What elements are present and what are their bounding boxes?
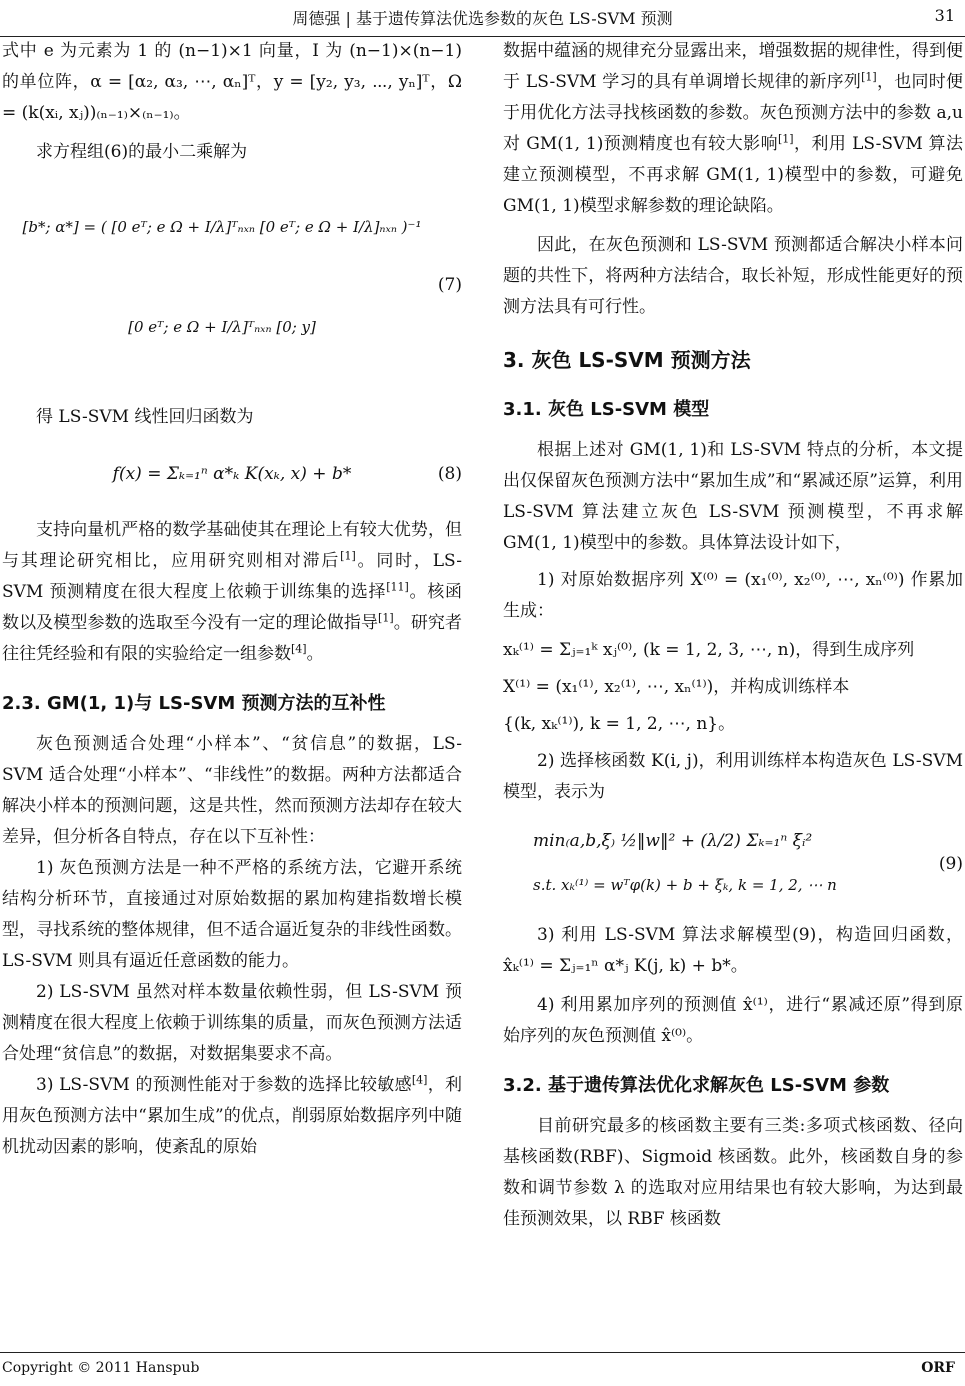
point-3-paragraph	[2, 1070, 462, 1163]
combination-paragraph: 因此，在灰色预测和 LS-SVM 预测都适合解决小样本问题的共性下，将两种方法结合，取长补短，形成性能更好的预测方法具有可行性。	[503, 235, 963, 317]
citation-r1b: [1]	[778, 132, 794, 146]
svm-theory-text-b: 。同时，LS-SVM 预测精度在很大程度上依赖于训练集的选择	[2, 551, 463, 602]
kernel-paragraph: 目前研究最多的核函数主要有三类:多项式核函数、径向基核函数(RBF)、Sigmoid 核函数。此外，核函数自身的参数和调节参数 λ 的选取对应用结果也有较大影响，为达到最佳预测效果，以 RBF 核函数	[503, 1116, 963, 1229]
citation-1: [1]	[340, 549, 356, 563]
section-2-3-heading: 2.3. GM(1, 1)与 LS-SVM 预测方法的互补性	[2, 693, 386, 714]
page-header	[0, 4, 965, 32]
journal-abbreviation: ORF	[921, 1360, 955, 1376]
step-1-line-b: xₖ⁽¹⁾ = Σⱼ₌₁ᵏ xⱼ⁽⁰⁾, (k = 1, 2, 3, ⋯, n)，得到生成序列	[503, 640, 915, 660]
equation-8	[2, 439, 462, 509]
equation-7-line-2: [0 eᵀ; e Ω + I/λ]ᵀₙₓₙ [0; y]	[128, 318, 316, 336]
svm-theory-text-a: 支持向量机严格的数学基础使其在理论上有较大优势，但与其理论研究相比，应用研究则相对滞后	[2, 520, 462, 571]
left-column	[2, 36, 462, 1163]
least-squares-intro: 求方程组(6)的最小二乘解为	[36, 142, 248, 162]
equation-9-line-2: s.t. xₖ⁽¹⁾ = wᵀφ(k) + b + ξₖ, k = 1, 2, ⋯ n	[533, 876, 837, 894]
step-1-line-c: X⁽¹⁾ = (x₁⁽¹⁾, x₂⁽¹⁾, ⋯, xₙ⁽¹⁾)，并构成训练样本	[503, 677, 850, 697]
matrix-definition-paragraph: 式中 e 为元素为 1 的 (n−1)×1 向量，I 为 (n−1)×(n−1) 的单位阵，α = [α₂, α₃, ⋯, αₙ]ᵀ，y = [y₂, y₃, ⋯, yₙ]ᵀ，Ω = (k(xᵢ, xⱼ))₍ₙ₋₁₎×₍ₙ₋₁₎。	[2, 41, 462, 123]
step-2-paragraph: 2) 选择核函数 K(i, j)，利用训练样本构造灰色 LS-SVM 模型，表示为	[503, 751, 963, 802]
continuation-text-c: ，利用 LS-SVM 算法建立预测模型，不再求解 GM(1, 1)模型中的参数，可避免 GM(1, 1)模型求解参数的理论缺陷。	[503, 134, 963, 216]
equation-9-number: (9)	[938, 854, 963, 874]
complementarity-paragraph: 灰色预测适合处理“小样本”、“贫信息”的数据，LS-SVM 适合处理“小样本”、“非线性”的数据。两种方法都适合解决小样本的预测问题，这是共性，然而预测方法却存在较大差异，但分析各自特点，存在以下互补性：	[2, 734, 462, 847]
citation-4: [4]	[291, 642, 307, 656]
right-column	[503, 36, 963, 1235]
header-title: 周德强 | 基于遗传算法优选参数的灰色 LS-SVM 预测	[292, 9, 673, 28]
regression-intro: 得 LS-SVM 线性回归函数为	[36, 407, 254, 427]
citation-11: [11]	[386, 580, 409, 594]
equation-7-line-1: [b*; α*] = ( [0 eᵀ; e Ω + I/λ]ᵀₙₓₙ [0 eᵀ; e Ω + I/λ]ₙₓₙ )⁻¹	[22, 218, 422, 236]
svm-theory-text-d: 。研究者往往凭经验和有限的实验给定一组参数	[2, 613, 463, 664]
equation-7-number: (7)	[437, 275, 462, 295]
step-3-paragraph: 3) 利用 LS-SVM 算法求解模型(9)，构造回归函数，x̂ₖ⁽¹⁾ = Σⱼ₌₁ⁿ α*ⱼ K(j, k) + b*。	[503, 925, 963, 976]
equation-8-body: f(x) = Σₖ₌₁ⁿ α*ₖ K(xₖ, x) + b*	[112, 464, 352, 484]
citation-1b: [1]	[378, 611, 394, 625]
footer-rule	[0, 1352, 965, 1353]
section-3-heading: 3. 灰色 LS-SVM 预测方法	[503, 348, 751, 372]
equation-8-number: (8)	[437, 464, 462, 484]
section-3-2-heading: 3.2. 基于遗传算法优化求解灰色 LS-SVM 参数	[503, 1075, 890, 1096]
copyright-text: Copyright © 2011 Hanspub	[2, 1360, 200, 1376]
page-number: 31	[934, 6, 955, 25]
equation-7	[2, 174, 462, 396]
equation-9-line-1: min₍a,b,ξ₎ ½‖w‖² + (λ/2) Σₖ₌₁ⁿ ξᵢ²	[533, 831, 813, 851]
svm-theory-text-c: 。核函数以及模型参数的选取至今没有一定的理论做指导	[2, 582, 463, 633]
point-2-paragraph: 2) LS-SVM 虽然对样本数量依赖性弱，但 LS-SVM 预测精度在很大程度上依赖于训练集的质量，而灰色预测方法适合处理“贫信息”的数据，对数据集要求不高。	[2, 982, 462, 1064]
step-1-line-a: 1) 对原始数据序列 X⁽⁰⁾ = (x₁⁽⁰⁾, x₂⁽⁰⁾, ⋯, xₙ⁽⁰⁾) 作累加生成：	[503, 570, 963, 621]
svm-theory-paragraph	[2, 515, 462, 670]
continuation-text-a: 数据中蕴涵的规律充分显露出来，增强数据的规律性，得到便于 LS-SVM 学习的具有单调增长规律的新序列	[503, 41, 963, 92]
continuation-paragraph	[503, 36, 963, 222]
citation-r1: [1]	[861, 70, 877, 84]
point-3-text-a: 3) LS-SVM 的预测性能对于参数的选择比较敏感	[36, 1075, 412, 1095]
point-1-paragraph: 1) 灰色预测方法是一种不严格的系统方法，它避开系统结构分析环节，直接通过对原始数据的累加构建指数增长模型，寻找系统的整体规律，但不适合逼近复杂的非线性函数。LS-SVM 则具有逼近任意函数的能力。	[2, 858, 462, 971]
step-4-paragraph: 4) 利用累加序列的预测值 x̂⁽¹⁾，进行“累减还原”得到原始序列的灰色预测值 x̂⁽⁰⁾。	[503, 995, 963, 1046]
model-intro-paragraph: 根据上述对 GM(1, 1)和 LS-SVM 特点的分析，本文提出仅保留灰色预测方法中“累加生成”和“累减还原”运算，利用 LS-SVM 算法建立灰色 LS-SVM 预测模型，不再求解 GM(1, 1)模型中的参数。具体算法设计如下，	[503, 440, 963, 553]
svm-theory-text-e: 。	[306, 644, 324, 664]
equation-9	[503, 814, 963, 914]
page-footer	[0, 1352, 965, 1382]
step-1-line-d: {(k, xₖ⁽¹⁾), k = 1, 2, ⋯, n}。	[503, 714, 736, 734]
continuation-text-b: ，也同时便于用优化方法寻找核函数的参数。灰色预测方法中的参数 a,u 对 GM(1, 1)预测精度也有较大影响	[503, 72, 963, 154]
citation-4b: [4]	[411, 1073, 428, 1087]
point-3-text-b: ，利用灰色预测方法中“累加生成”的优点，削弱原始数据序列中随机扰动因素的影响，使紊乱的原始	[2, 1075, 463, 1157]
section-3-1-heading: 3.1. 灰色 LS-SVM 模型	[503, 399, 710, 420]
